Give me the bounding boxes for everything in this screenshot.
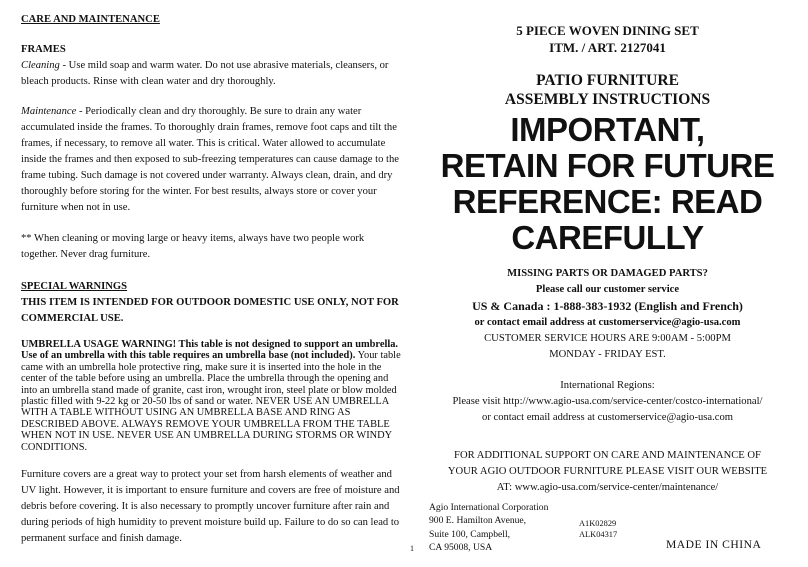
made-in-label: MADE IN CHINA xyxy=(666,538,762,551)
service-hours-line1: CUSTOMER SERVICE HOURS ARE 9:00AM - 5:00PM xyxy=(484,333,731,344)
maintenance-label: Maintenance xyxy=(21,106,77,117)
address-line: Suite 100, Campbell, xyxy=(429,528,511,540)
spacer xyxy=(21,28,403,42)
umbrella-warning xyxy=(21,339,403,453)
service-email[interactable]: or contact email address at customerservice@agio-usa.com xyxy=(474,317,741,328)
frames-heading: FRAMES xyxy=(21,44,66,55)
umbrella-warning-text: Your table came with an umbrella hole protective ring, make sure it is inserted into the hole in the center of the table before using an umbrella. Place the umbrella through the opening and into an umbrella stand made of granite, cast iron, wrought iron, steel plate or blow molded plastic filled with 9-22 kg or 20-50 lbs of sand or water. NEVER USE AN UMBRELLA WITH A TABLE WITHOUT USING AN UMBRELLA BASE AND RING AS DESCRIBED ABOVE. ALWAYS REMOVE YOUR UMBRELLA FROM THE TABLE WHEN NOT IN USE. NEVER USE AN UMBRELLA DURING STORMS OR WINDY CONDITIONS. xyxy=(21,350,401,453)
service-hours-line2: MONDAY - FRIDAY EST. xyxy=(549,349,666,360)
maintenance-paragraph xyxy=(21,104,403,216)
spacer xyxy=(420,56,795,71)
address-line: 900 E. Hamilton Avenue, xyxy=(429,515,527,527)
important-line1: IMPORTANT, xyxy=(510,111,705,148)
missing-parts-heading: MISSING PARTS OR DAMAGED PARTS? xyxy=(507,268,708,279)
spacer xyxy=(21,263,403,279)
outdoor-use-warning: THIS ITEM IS INTENDED FOR OUTDOOR DOMESTIC USE ONLY, NOT FOR COMMERCIAL USE. xyxy=(21,297,399,324)
guide-title-line2: ASSEMBLY INSTRUCTIONS xyxy=(504,91,711,108)
company-address xyxy=(429,501,548,555)
product-code: ALK04317 xyxy=(579,529,618,539)
spacer xyxy=(420,426,795,448)
product-title: 5 PIECE WOVEN DINING SET xyxy=(516,23,699,38)
call-service: Please call our customer service xyxy=(535,284,680,295)
spacer xyxy=(21,90,403,104)
address-line: Agio International Corporation xyxy=(429,502,549,513)
spacer xyxy=(21,216,403,231)
cleaning-text: - Use mild soap and warm water. Do not use abrasive materials, cleansers, or bleach products. Rinse with clean water and dry thoroughly. xyxy=(21,60,389,87)
product-codes xyxy=(579,519,617,540)
spacer xyxy=(420,256,795,266)
maintenance-text: - Periodically clean and dry thoroughly. Be sure to drain any water accumulated inside the frames. To thoroughly drain frames, remove foot caps and tilt the frames, if necessary, to remove all water. This is critical. Water allowed to accumulate inside the frames and then exposed to sub-freezing temperatures can cause damage to the frame tubing. Such damage is not covered under warranty. Always clean, drain, and dry thoroughly before storing for the winter. For best results, always store or cover your furniture when not in use. xyxy=(21,106,399,213)
important-line2: RETAIN FOR FUTURE xyxy=(440,147,775,184)
product-code: A1K02829 xyxy=(579,519,617,528)
international-email[interactable]: or contact email address at customerservice@agio-usa.com xyxy=(482,412,733,423)
important-line4: CAREFULLY xyxy=(511,219,704,256)
care-maintenance-column xyxy=(21,12,403,547)
cleaning-label: Cleaning xyxy=(21,60,60,71)
address-line: CA 95008, USA xyxy=(429,542,493,554)
handling-note: ** When cleaning or moving large or heavy items, always have two people work together. Never drag furniture. xyxy=(21,233,365,260)
spacer xyxy=(420,363,795,378)
page-number: 1 xyxy=(410,544,414,553)
phone-number[interactable]: US & Canada : 1-888-383-1932 (English and French) xyxy=(472,299,743,313)
support-website-link[interactable]: AT: www.agio-usa.com/service-center/maintenance/ xyxy=(496,482,719,493)
important-line3: REFERENCE: READ xyxy=(452,183,763,220)
spacer xyxy=(21,453,403,467)
cover-column xyxy=(420,22,795,496)
international-heading: International Regions: xyxy=(560,380,655,391)
item-number: ITM. / ART. 2127041 xyxy=(549,40,666,55)
support-line1: FOR ADDITIONAL SUPPORT ON CARE AND MAINTENANCE OF xyxy=(454,450,761,461)
international-visit-link[interactable]: Please visit http://www.agio-usa.com/service-center/costco-international/ xyxy=(452,396,763,407)
spacer xyxy=(21,327,403,339)
umbrella-warning-bold: UMBRELLA USAGE WARNING! This table is not designed to support an umbrella. Use of an umbrella with this table requires an umbrella base (not included). xyxy=(21,339,399,362)
covers-paragraph: Furniture covers are a great way to protect your set from harsh elements of weather and UV light. However, it is important to ensure furniture and covers are free of moisture and debris before covering. It is also necessary to promptly uncover furniture after rain and during periods of high humidity to prevent moisture build up. Failure to do so can lead to permanent surface and finish damage. xyxy=(21,469,400,545)
guide-title-line1: PATIO FURNITURE xyxy=(536,72,679,89)
cleaning-paragraph xyxy=(21,58,403,90)
care-heading: CARE AND MAINTENANCE xyxy=(21,14,160,25)
support-line2: YOUR AGIO OUTDOOR FURNITURE PLEASE VISIT OUR WEBSITE xyxy=(447,466,768,477)
special-warnings-heading: SPECIAL WARNINGS xyxy=(21,281,128,292)
